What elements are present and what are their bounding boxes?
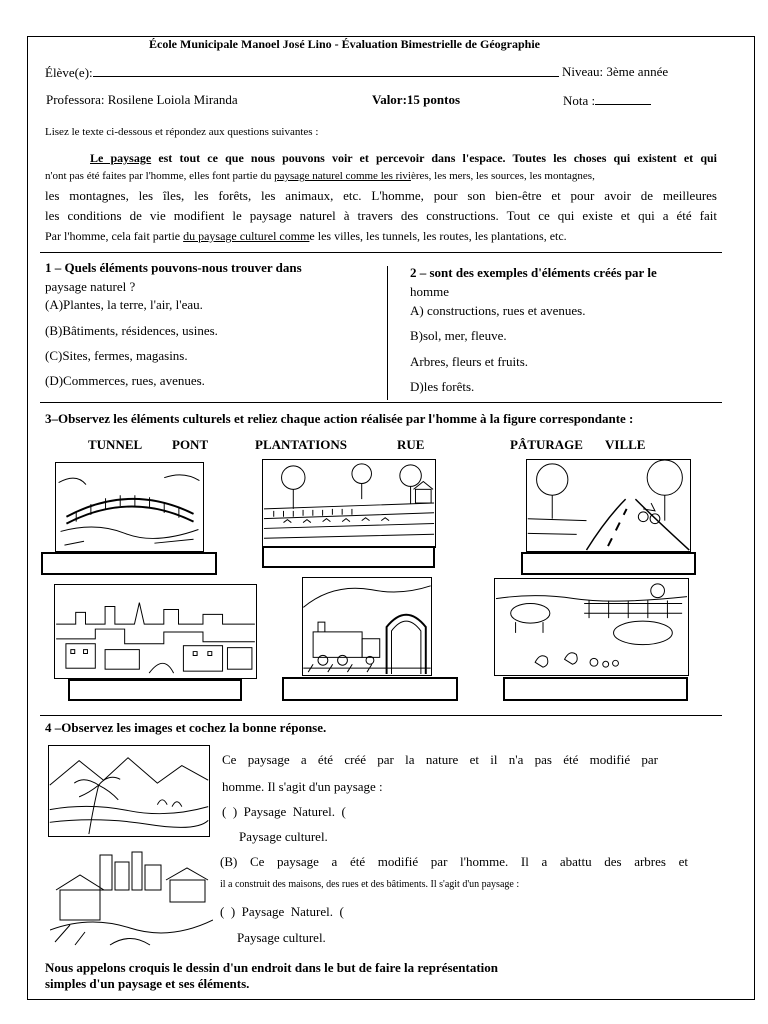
passage-line-2a: n'ont pas été faites par l'homme, elles font partie du: [45, 170, 275, 182]
eleve-name-field[interactable]: [93, 64, 559, 77]
footer-line-1: Nous appelons croquis le dessin d'un endroit dans le but de faire la représentation: [45, 960, 499, 975]
q2-title-line-2: homme: [410, 284, 449, 299]
nota-field[interactable]: [595, 92, 651, 105]
q2-title-line-1: 2 – sont des exemples d'éléments créés par le: [410, 265, 657, 280]
column-divider: [387, 266, 388, 400]
passage-line-5a: Par l'homme, cela fait partie: [45, 229, 184, 243]
q3-word-tunnel: TUNNEL: [88, 437, 143, 452]
answer-box-city[interactable]: [68, 679, 242, 701]
nota-line: [563, 92, 651, 109]
divider-q3: [40, 715, 722, 716]
valor-label: Valor:15 pontos: [372, 92, 461, 107]
divider-passage: [40, 252, 722, 253]
q1-title-line-2: paysage naturel ?: [45, 279, 136, 294]
q3-word-pont: PONT: [172, 437, 209, 452]
q3-word-ville: VILLE: [605, 437, 646, 452]
q1-option-c[interactable]: (C)Sites, fermes, magasins.: [45, 348, 188, 363]
passage-line-3: les montagnes, les îles, les forêts, les animaux, etc. L'homme, pour son bien-être et pour avoir de meilleures: [45, 188, 717, 203]
q4-a-option-naturel[interactable]: ( ) Paysage Naturel. (: [222, 804, 346, 819]
q1-option-d[interactable]: (D)Commerces, rues, avenues.: [45, 373, 205, 388]
cultural-landscape-picture: [50, 850, 213, 948]
q4-prompt: 4 –Observez les images et cochez la bonne réponse.: [45, 720, 327, 735]
q4-b-line-1: (B) Ce paysage a été modifié par l'homme. Il a abattu des arbres et: [220, 854, 688, 869]
term-paysage-culturel: du paysage culturel comm: [183, 229, 310, 243]
passage-line-5b: e les villes, les tunnels, les routes, les plantations, etc.: [309, 229, 567, 243]
natural-landscape-picture: [48, 745, 210, 837]
q4-b-line-2: il a construit des maisons, des rues et des bâtiments. Il s'agit d'un paysage :: [220, 879, 520, 890]
q4-a-line-1: Ce paysage a été créé par la nature et il n'a pas été modifié par: [222, 752, 658, 767]
passage-line-5: [45, 229, 567, 244]
q2-option-b[interactable]: B)sol, mer, fleuve.: [410, 328, 507, 343]
q2-option-d[interactable]: D)les forêts.: [410, 379, 475, 394]
q3-word-rue: RUE: [397, 437, 425, 452]
city-picture: [54, 584, 257, 679]
instructions: Lisez le texte ci-dessous et répondez aux questions suivantes :: [45, 126, 319, 138]
professora-label: Professora: Rosilene Loiola Miranda: [46, 92, 238, 107]
term-paysage-naturel: paysage naturel comme les rivi: [274, 170, 411, 182]
answer-box-pasture[interactable]: [503, 677, 688, 701]
q2-option-a[interactable]: A) constructions, rues et avenues.: [410, 303, 586, 318]
passage-line-2b: ères, les mers, les sources, les montagnes,: [410, 170, 595, 182]
q3-word-plantations: PLANTATIONS: [255, 437, 347, 452]
q1-title-line-1: 1 – Quels éléments pouvons-nous trouver dans: [45, 260, 302, 275]
eleve-line: [45, 64, 559, 81]
answer-box-bridge[interactable]: [41, 552, 217, 575]
road-picture: [526, 459, 691, 552]
q4-a-option-culturel[interactable]: Paysage culturel.: [239, 829, 328, 844]
passage-line-1-text: est tout ce que nous pouvons voir et percevoir dans l'espace. Toutes les choses qui existent et qui: [151, 151, 717, 165]
answer-box-tunnel[interactable]: [282, 677, 458, 701]
divider-q1q2: [40, 402, 722, 403]
q3-word-paturage: PÂTURAGE: [510, 437, 583, 452]
bridge-picture: [55, 462, 204, 552]
q4-a-line-2: homme. Il s'agit d'un paysage :: [222, 779, 383, 794]
niveau-label: Niveau: 3ème année: [562, 64, 669, 79]
q4-b-option-naturel[interactable]: ( ) Paysage Naturel. (: [220, 904, 344, 919]
q1-option-a[interactable]: (A)Plantes, la terre, l'air, l'eau.: [45, 297, 203, 312]
q3-prompt: 3–Observez les éléments culturels et reliez chaque action réalisée par l'homme à la figure correspondante :: [45, 411, 634, 426]
pasture-picture: [494, 578, 689, 676]
q1-option-b[interactable]: (B)Bâtiments, résidences, usines.: [45, 323, 218, 338]
school-title: École Municipale Manoel José Lino - Évaluation Bimestrielle de Géographie: [149, 37, 540, 51]
tunnel-picture: [302, 577, 432, 676]
footer-line-2: simples d'un paysage et ses éléments.: [45, 976, 250, 991]
passage-line-4: les conditions de vie modifient le paysage naturel à travers des constructions. Tout ce qui existe et qui a été fait: [45, 208, 717, 223]
plantations-picture: [262, 459, 436, 548]
q2-option-c[interactable]: Arbres, fleurs et fruits.: [410, 354, 529, 369]
term-paysage: Le paysage: [90, 151, 152, 165]
eleve-label: Élève(e):: [45, 65, 93, 80]
nota-label: Nota :: [563, 93, 596, 108]
passage-line-1: [90, 151, 717, 166]
answer-box-plantations[interactable]: [262, 546, 435, 568]
passage-line-2: [45, 170, 595, 182]
q4-b-option-culturel[interactable]: Paysage culturel.: [237, 930, 326, 945]
answer-box-road[interactable]: [521, 552, 696, 575]
